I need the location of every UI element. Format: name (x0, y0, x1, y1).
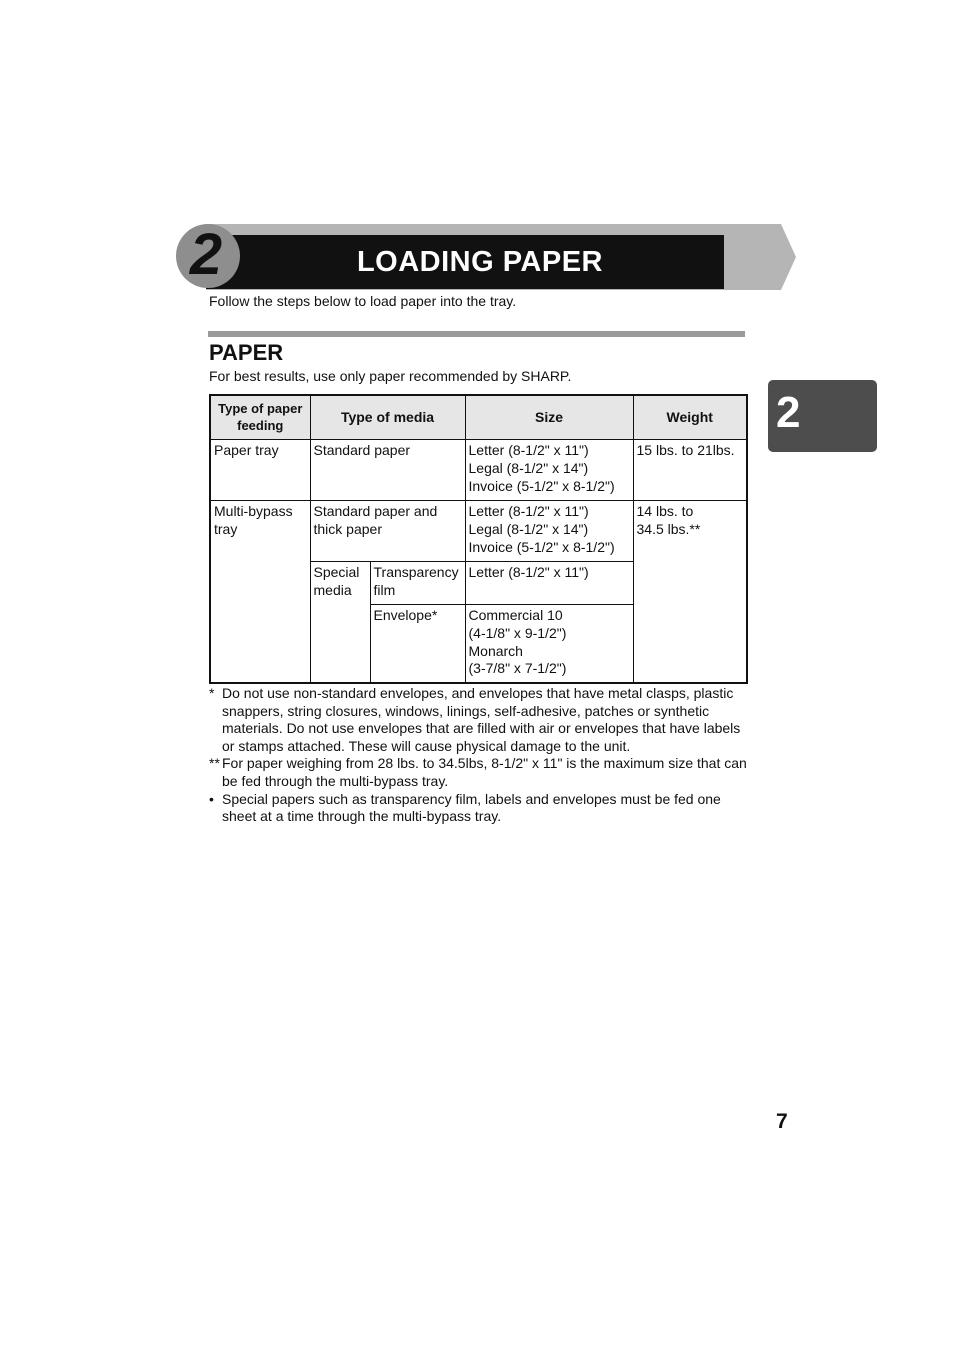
footnote-item (209, 685, 754, 755)
footnote-item (209, 791, 754, 826)
table-row-multi-bypass (210, 501, 747, 562)
cell-transparency: Transparency film (370, 562, 465, 605)
footnote-item (209, 755, 754, 790)
cell-size: Letter (8-1/2" x 11") Legal (8-1/2" x 14") Invoice (5-1/2" x 8-1/2") (465, 501, 633, 562)
chapter-side-tab: 2 (768, 380, 877, 452)
cell-size: Commercial 10 (4-1/8" x 9-1/2") Monarch (3-7/8" x 7-1/2") (465, 605, 633, 683)
footnote-text: Do not use non-standard envelopes, and envelopes that have metal clasps, plastic snappers, string closures, windows, linings, self-adhesive, patches or synthetic materials. Do not use envelopes that are filled with air or envelopes that have labels or stamps attached. These will cause physical damage to the unit. (222, 685, 741, 754)
paper-spec-table (209, 394, 748, 684)
footnotes (209, 685, 754, 826)
chapter-number: 2 (189, 222, 223, 287)
table-header-row (210, 395, 747, 440)
section-note: For best results, use only paper recommended by SHARP. (209, 368, 572, 384)
cell-feed: Paper tray (210, 440, 310, 501)
cell-media: Standard paper and thick paper (310, 501, 465, 562)
cell-size: Letter (8-1/2" x 11") Legal (8-1/2" x 14") Invoice (5-1/2" x 8-1/2") (465, 440, 633, 501)
cell-size: Letter (8-1/2" x 11") (465, 562, 633, 605)
footnote-text: Special papers such as transparency film, labels and envelopes must be fed one sheet at a time through the multi-bypass tray. (222, 790, 721, 825)
page-number: 7 (776, 1110, 788, 1133)
header-weight: Weight (633, 395, 747, 440)
intro-text: Follow the steps below to load paper into the tray. (209, 293, 517, 309)
header-feed: Type of paper feeding (210, 395, 310, 440)
header-size: Size (465, 395, 633, 440)
section-divider (208, 331, 745, 337)
cell-special-media: Special media (310, 562, 370, 683)
footnote-text: For paper weighing from 28 lbs. to 34.5lbs, 8-1/2" x 11" is the maximum size that can be fed through the multi-bypass tray. (222, 755, 747, 789)
cell-media: Standard paper (310, 440, 465, 501)
cell-feed: Multi-bypass tray (210, 501, 310, 683)
cell-envelope: Envelope* (370, 605, 465, 683)
footnote-mark: * (209, 685, 215, 701)
section-title: PAPER (209, 340, 284, 365)
chapter-banner (176, 224, 766, 290)
footnote-mark: ** (209, 755, 220, 772)
chapter-title: LOADING PAPER (356, 245, 604, 278)
footnote-bullet: • (209, 790, 214, 807)
table-row-paper-tray (210, 440, 747, 501)
header-media: Type of media (310, 395, 465, 440)
cell-weight: 15 lbs. to 21lbs. (633, 440, 747, 501)
cell-weight: 14 lbs. to 34.5 lbs.** (633, 501, 747, 683)
